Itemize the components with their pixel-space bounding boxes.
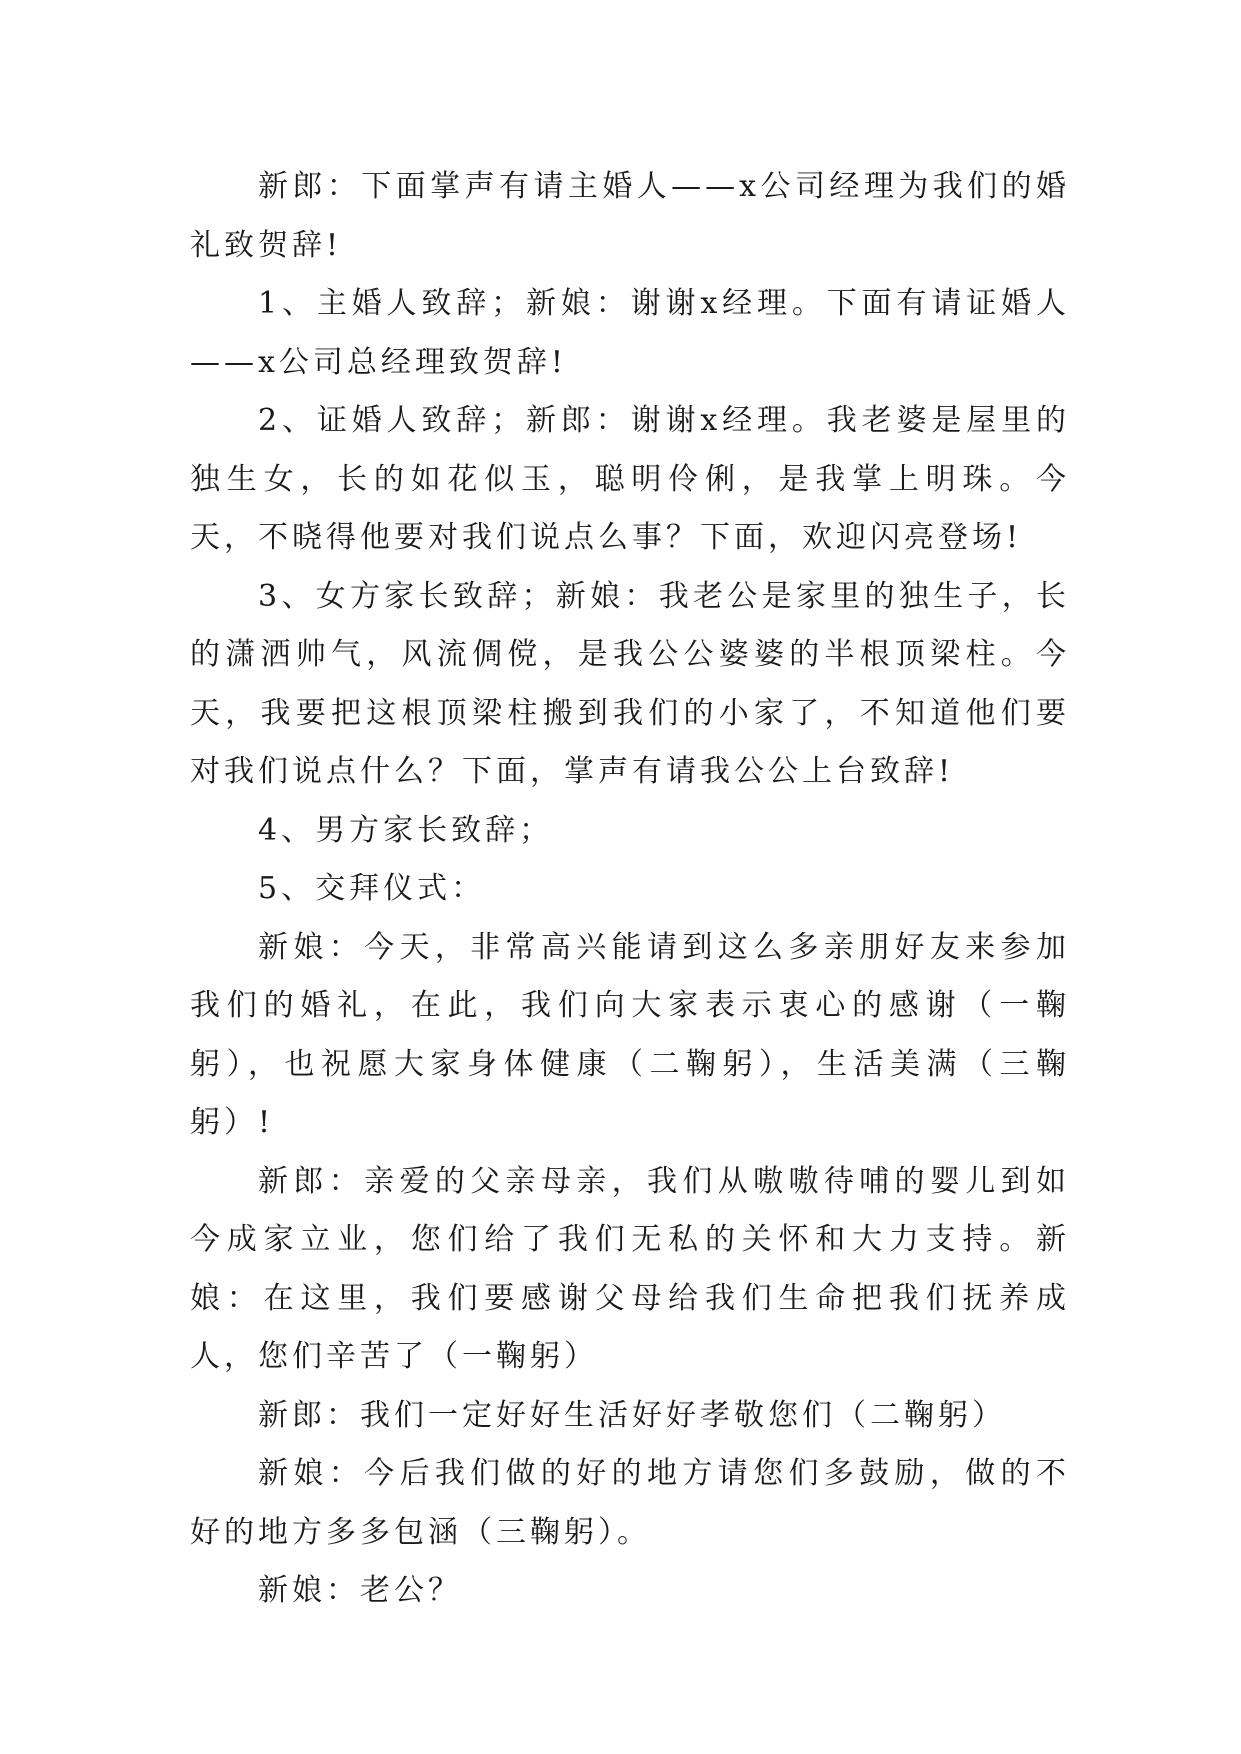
- paragraph-7: 新娘：今天，非常高兴能请到这么多亲朋好友来参加我们的婚礼，在此，我们向大家表示衷心的感谢（一鞠躬），也祝愿大家身体健康（二鞠躬），生活美满（三鞠躬）!: [190, 929, 1070, 1140]
- paragraph-1: 新郎：下面掌声有请主婚人——x公司经理为我们的婚礼致贺辞!: [190, 169, 1070, 263]
- paragraph-4: 3、女方家长致辞；新娘：我老公是家里的独生子，长的潇洒帅气，风流倜傥，是我公公婆婆的半根顶梁柱。今天，我要把这根顶梁柱搬到我们的小家了，不知道他们要对我们说点什么？下面，掌声有请我公公上台致辞!: [190, 578, 1070, 789]
- paragraph-3: 2、证婚人致辞；新郎：谢谢x经理。我老婆是屋里的独生女，长的如花似玉，聪明伶俐，是我掌上明珠。今天，不晓得他要对我们说点么事？下面，欢迎闪亮登场!: [190, 403, 1070, 555]
- paragraph-5: 4、男方家长致辞；: [258, 812, 554, 848]
- paragraph-10: 新娘：今后我们做的好的地方请您们多鼓励，做的不好的地方多多包涵（三鞠躬）。: [190, 1456, 1070, 1550]
- paragraph-6: 5、交拜仪式：: [258, 871, 486, 906]
- document-body: [190, 158, 1070, 1621]
- paragraph-8: 新郎：亲爱的父亲母亲，我们从嗷嗷待哺的婴儿到如今成家立业，您们给了我们无私的关怀和大力支持。新娘：在这里，我们要感谢父母给我们生命把我们抚养成人，您们辛苦了（一鞠躬）: [190, 1163, 1070, 1374]
- paragraph-11: 新娘：老公？: [258, 1573, 462, 1608]
- paragraph-9: 新郎：我们一定好好生活好好孝敬您们（二鞠躬）: [258, 1397, 1006, 1433]
- paragraph-2: 1、主婚人致辞；新娘：谢谢x经理。下面有请证婚人——x公司总经理致贺辞!: [190, 286, 1070, 380]
